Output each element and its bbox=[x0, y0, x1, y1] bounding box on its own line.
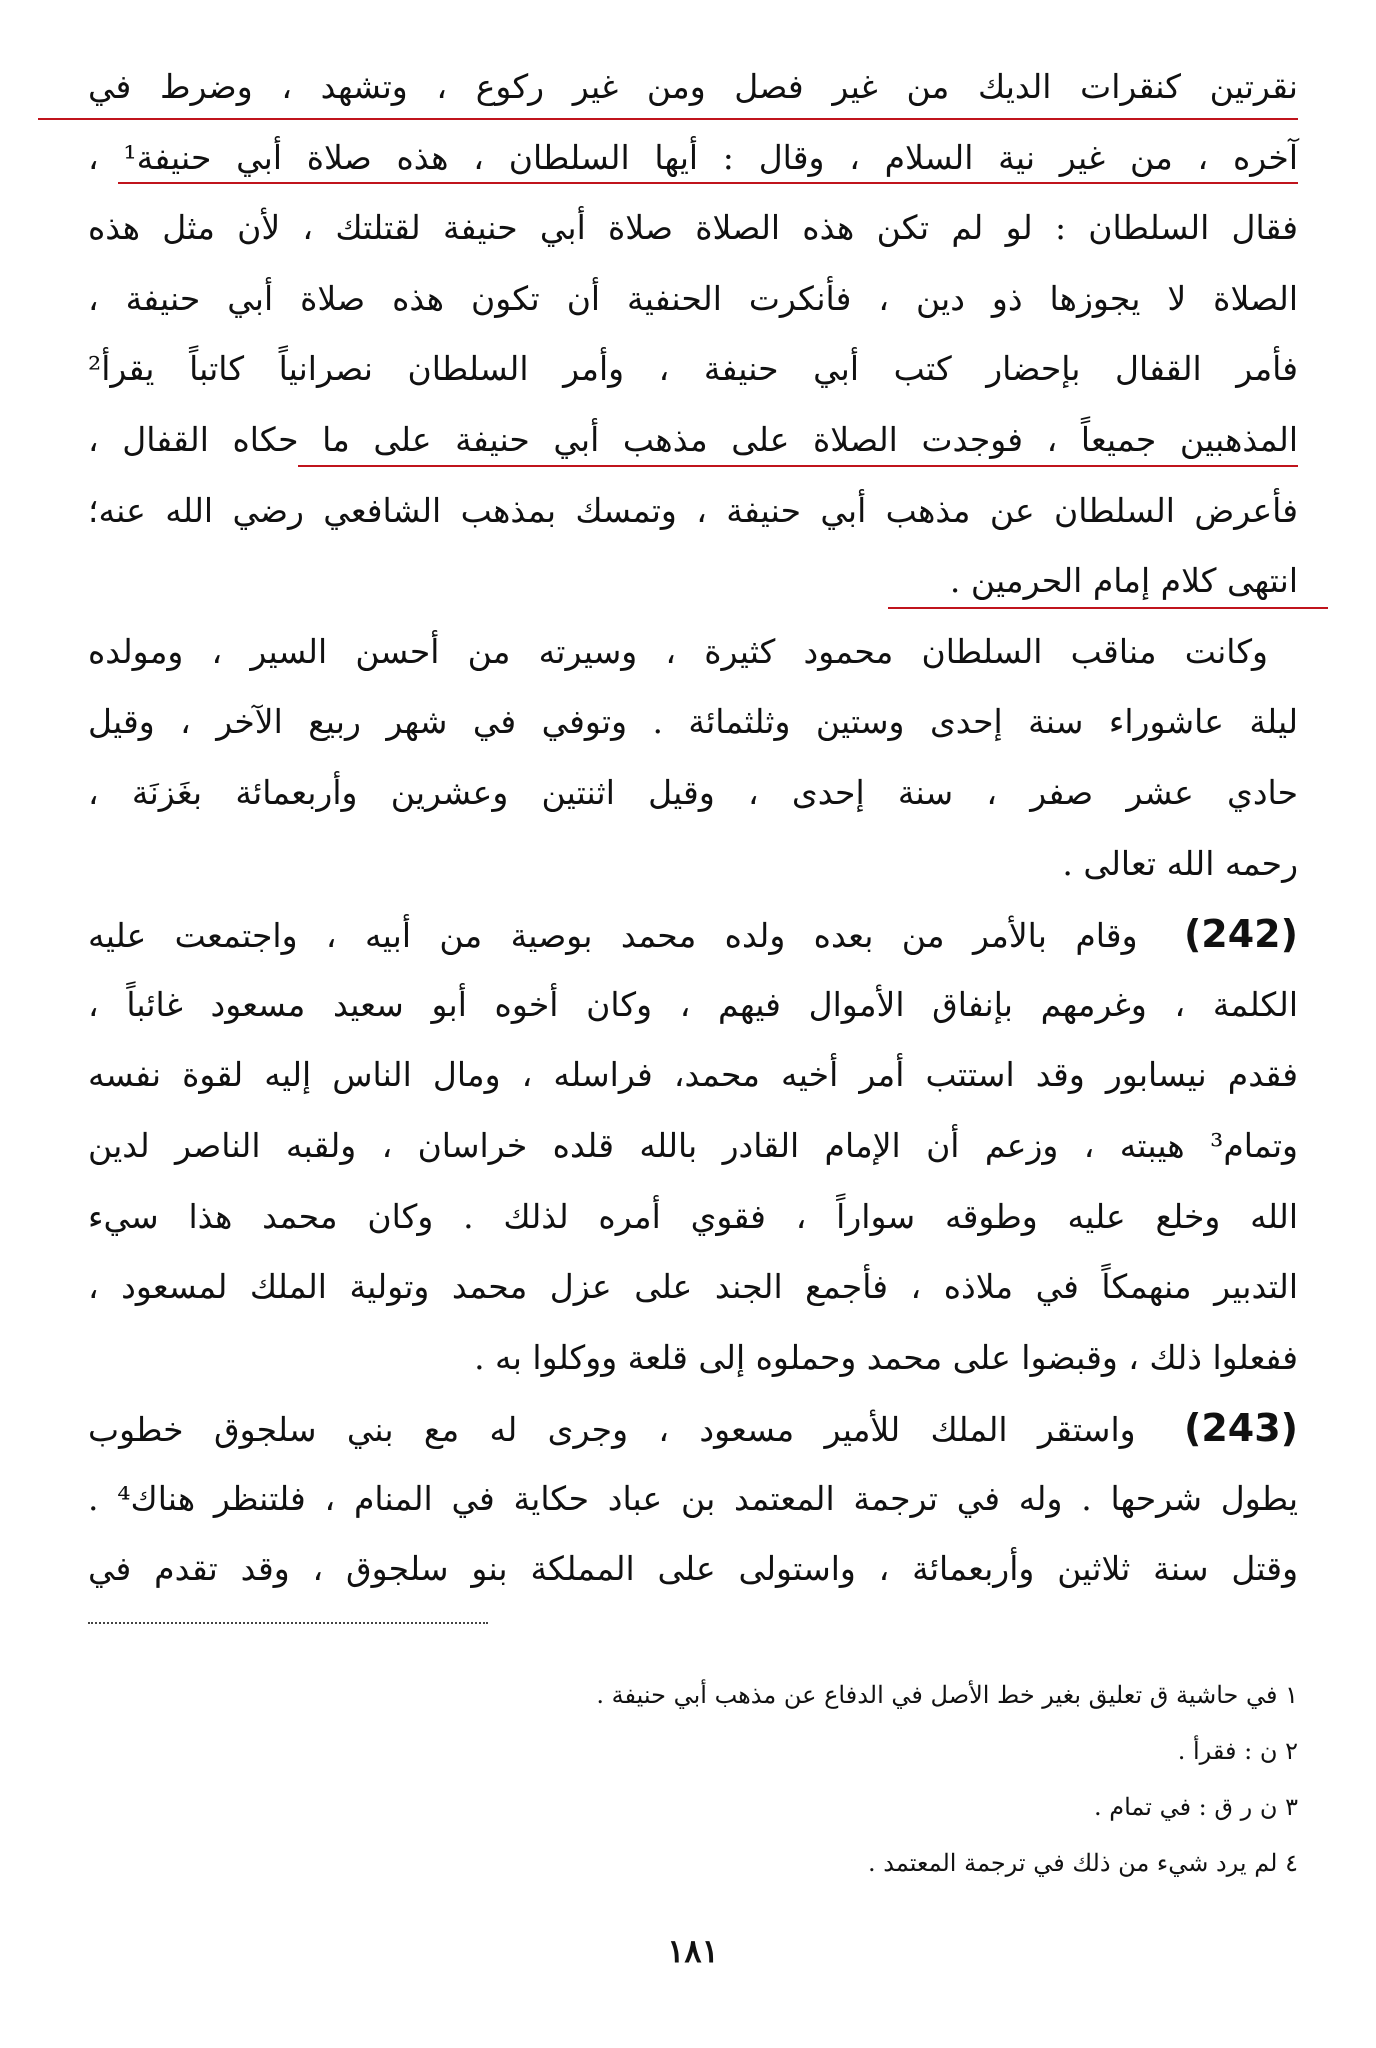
text-line: ليلة عاشوراء سنة إحدى وستين وثلثمائة . وتوفي في شهر ربيع الآخر ، وقيل bbox=[88, 702, 1298, 742]
text-line: فقدم نيسابور وقد استتب أمر أخيه محمد، فراسله ، ومال الناس إليه لقوة نفسه bbox=[88, 1055, 1298, 1095]
text-line: وكانت مناقب السلطان محمود كثيرة ، وسيرته من أحسن السير ، ومولده bbox=[88, 631, 1268, 671]
text-line: الصلاة لا يجوزها ذو دين ، فأنكرت الحنفية أن تكون هذه صلاة أبي حنيفة ، bbox=[88, 278, 1298, 318]
text-line-numbered bbox=[88, 899, 1298, 970]
text-line-content: واستقر الملك للأمير مسعود ، وجرى له مع بني سلجوق خطوب bbox=[88, 1410, 1136, 1450]
footnote: ٤ لم يرد شيء من ذلك في ترجمة المعتمد . bbox=[868, 1849, 1298, 1877]
footnote: ٢ ن : فقرأ . bbox=[1177, 1737, 1298, 1765]
section-number-243: (243) bbox=[1183, 1406, 1299, 1451]
text-line-numbered bbox=[88, 1393, 1298, 1464]
red-underline bbox=[298, 465, 1298, 467]
text-line: حادي عشر صفر ، سنة إحدى ، وقيل اثنتين وعشرين وأربعمائة بغَزنَة ، bbox=[88, 772, 1298, 812]
text-line: فقال السلطان : لو لم تكن هذه الصلاة صلاة أبي حنيفة لقتلتك ، لأن مثل هذه bbox=[88, 208, 1298, 248]
red-underline bbox=[118, 182, 1298, 184]
text-line: وتمام³ هيبته ، وزعم أن الإمام القادر بالله قلده خراسان ، ولقبه الناصر لدين bbox=[88, 1125, 1298, 1165]
text-line: نقرتين كنقرات الديك من غير فصل ومن غير ركوع ، وتشهد ، وضرط في bbox=[88, 67, 1298, 106]
footnotes bbox=[88, 1667, 1298, 1891]
text-line: فأمر القفال بإحضار كتب أبي حنيفة ، وأمر السلطان نصرانياً كاتباً يقرأ² bbox=[88, 349, 1298, 389]
text-line: فأعرض السلطان عن مذهب أبي حنيفة ، وتمسك بمذهب الشافعي رضي الله عنه؛ bbox=[88, 490, 1298, 530]
text-line: الكلمة ، وغرمهم بإنفاق الأموال فيهم ، وكان أخوه أبو سعيد مسعود غائباً ، bbox=[88, 984, 1298, 1024]
text-line: الله وخلع عليه وطوقه سواراً ، فقوي أمره لذلك . وكان محمد هذا سيء bbox=[88, 1196, 1298, 1236]
text-line: التدبير منهمكاً في ملاذه ، فأجمع الجند على عزل محمد وتولية الملك لمسعود ، bbox=[88, 1267, 1298, 1307]
text-line-content: وقام بالأمر من بعده ولده محمد بوصية من أبيه ، واجتمعت عليه bbox=[88, 916, 1138, 956]
footnote: ١ في حاشية ق تعليق بغير خط الأصل في الدفاع عن مذهب أبي حنيفة . bbox=[596, 1681, 1298, 1709]
red-underline bbox=[38, 118, 1298, 120]
footnote-separator bbox=[88, 1622, 488, 1624]
text-line: انتهى كلام إمام الحرمين . bbox=[949, 561, 1298, 601]
text-line: آخره ، من غير نية السلام ، وقال : أيها السلطان ، هذه صلاة أبي حنيفة¹ ، bbox=[88, 137, 1299, 177]
page-number: ١٨١ bbox=[667, 1932, 719, 1970]
footnote: ٣ ن ر ق : في تمام . bbox=[1093, 1793, 1298, 1821]
text-line: المذهبين جميعاً ، فوجدت الصلاة على مذهب أبي حنيفة على ما حكاه القفال ، bbox=[88, 419, 1298, 459]
text-line: يطول شرحها . وله في ترجمة المعتمد بن عباد حكاية في المنام ، فلتنظر هناك⁴ . bbox=[88, 1478, 1299, 1518]
red-underline bbox=[888, 607, 1328, 609]
document-page bbox=[88, 52, 1298, 1992]
text-line: وقتل سنة ثلاثين وأربعمائة ، واستولى على المملكة بنو سلجوق ، وقد تقدم في bbox=[88, 1549, 1298, 1589]
text-line: رحمه الله تعالى . bbox=[1062, 843, 1298, 883]
text-line: ففعلوا ذلك ، وقبضوا على محمد وحملوه إلى قلعة ووكلوا به . bbox=[474, 1337, 1298, 1377]
main-text bbox=[88, 52, 1298, 1605]
section-number-242: (242) bbox=[1183, 912, 1298, 957]
